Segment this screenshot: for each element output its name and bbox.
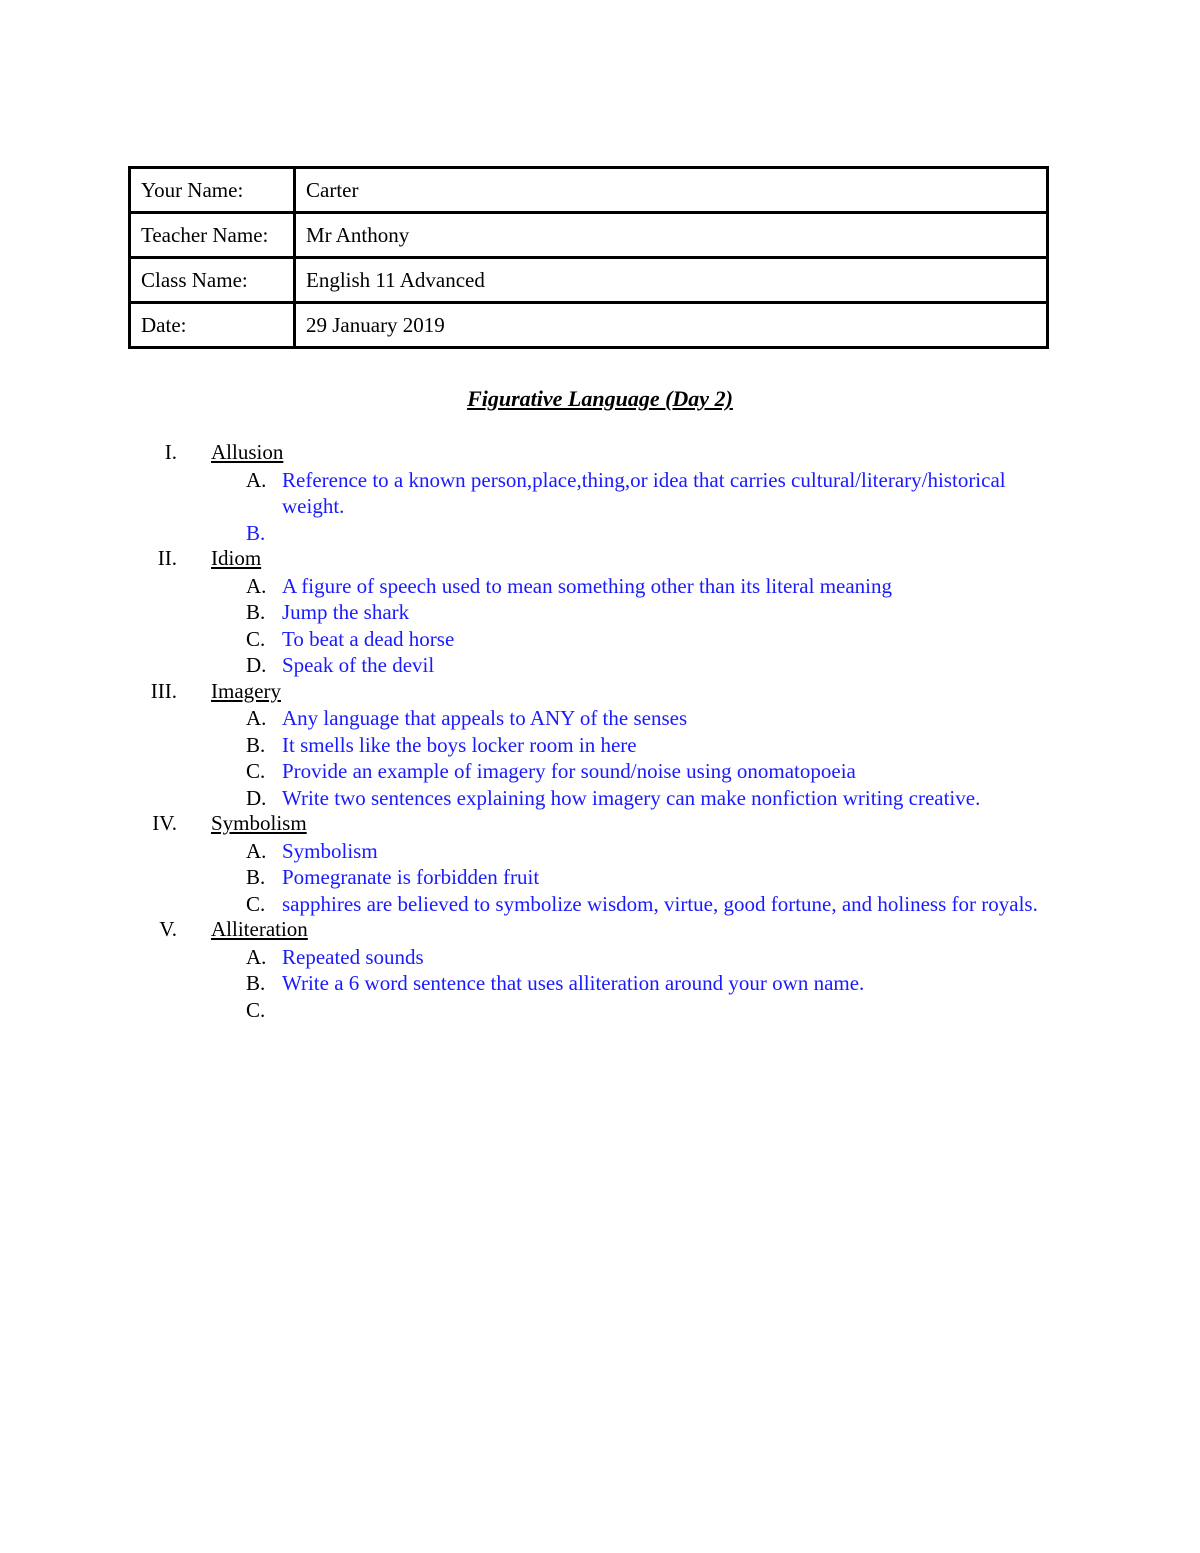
outline-item [0, 732, 1200, 759]
section-heading: Alliteration [211, 917, 308, 941]
page-title: Figurative Language (Day 2) [467, 386, 733, 411]
item-letter: B. [246, 732, 266, 757]
item-answer-text[interactable]: Pomegranate is forbidden fruit [282, 865, 540, 889]
section-heading: Symbolism [211, 811, 307, 835]
info-label: Date: [130, 303, 295, 348]
item-letter: A. [246, 944, 267, 969]
student-info-table [128, 166, 1049, 349]
outline-item [0, 785, 1200, 812]
section-number: V. [159, 917, 177, 941]
item-letter: C. [246, 997, 266, 1022]
item-answer-text[interactable]: Symbolism [282, 838, 378, 863]
item-letter: C. [246, 891, 266, 916]
item-letter: A. [246, 706, 267, 730]
info-label: Your Name: [130, 168, 295, 213]
item-answer-text[interactable]: Jump the shark [282, 600, 410, 624]
item-letter: C. [246, 759, 266, 783]
item-letter: B. [246, 520, 266, 545]
outline-section [0, 546, 1200, 573]
item-answer-text[interactable]: sapphires are believed to symbolize wisdom, virtue, good fortune, and holiness for royals. [282, 891, 1038, 916]
item-letter: C. [246, 626, 266, 651]
section-number: III. [150, 678, 177, 703]
outline-section [0, 440, 1200, 467]
outline-item [0, 944, 1200, 971]
item-answer-text[interactable]: Any language that appeals to ANY of the senses [282, 706, 688, 730]
outline-item [0, 467, 1200, 520]
outline-section [0, 679, 1200, 706]
outline-item [0, 573, 1200, 600]
item-answer-text[interactable]: Write a 6 word sentence that uses alliteration around your own name. [282, 971, 865, 995]
outline-item [0, 864, 1200, 891]
item-letter: B. [246, 600, 266, 624]
item-letter: D. [246, 653, 267, 677]
item-letter: D. [246, 785, 267, 810]
outline-item [0, 626, 1200, 653]
info-row-name [130, 168, 1048, 213]
outline-item [0, 891, 1200, 918]
outline-item [0, 758, 1200, 785]
outline-section [0, 811, 1200, 838]
outline-item [0, 652, 1200, 679]
outline-item [0, 838, 1200, 865]
item-answer-text[interactable]: Write two sentences explaining how imagery can make nonfiction writing creative. [282, 785, 981, 810]
info-value[interactable]: Mr Anthony [295, 213, 1048, 258]
item-answer-text[interactable]: It smells like the boys locker room in here [282, 732, 637, 757]
item-answer-text[interactable]: Reference to a known person,place,thing,or idea that carries cultural/literary/historical weight. [282, 467, 1006, 518]
section-number: I. [164, 440, 177, 464]
outline-item [0, 520, 1200, 547]
outline-list [0, 440, 1200, 1023]
section-number: IV. [152, 811, 177, 835]
outline-item [0, 970, 1200, 997]
section-heading: Idiom [211, 546, 262, 570]
outline-item [0, 599, 1200, 626]
item-answer-text[interactable]: Speak of the devil [282, 653, 435, 677]
item-answer-text[interactable]: Provide an example of imagery for sound/noise using onomatopoeia [282, 759, 856, 783]
info-label: Teacher Name: [130, 213, 295, 258]
item-answer-text[interactable]: Repeated sounds [282, 944, 424, 969]
section-number: II. [157, 546, 177, 570]
section-heading: Imagery [211, 678, 281, 703]
info-row-date [130, 303, 1048, 348]
info-value[interactable]: Carter [295, 168, 1048, 213]
item-answer-text[interactable]: To beat a dead horse [282, 626, 455, 651]
item-letter: A. [246, 838, 267, 863]
section-heading: Allusion [211, 440, 284, 464]
item-letter: B. [246, 971, 266, 995]
outline-item [0, 997, 1200, 1024]
item-answer-text[interactable]: A figure of speech used to mean something other than its literal meaning [282, 573, 893, 598]
outline-item [0, 705, 1200, 732]
info-value[interactable]: 29 January 2019 [295, 303, 1048, 348]
item-letter: B. [246, 865, 266, 889]
info-row-class [130, 258, 1048, 303]
info-row-teacher [130, 213, 1048, 258]
item-letter: A. [246, 573, 267, 598]
outline-section [0, 917, 1200, 944]
item-letter: A. [246, 467, 267, 492]
info-value[interactable]: English 11 Advanced [295, 258, 1048, 303]
info-label: Class Name: [130, 258, 295, 303]
